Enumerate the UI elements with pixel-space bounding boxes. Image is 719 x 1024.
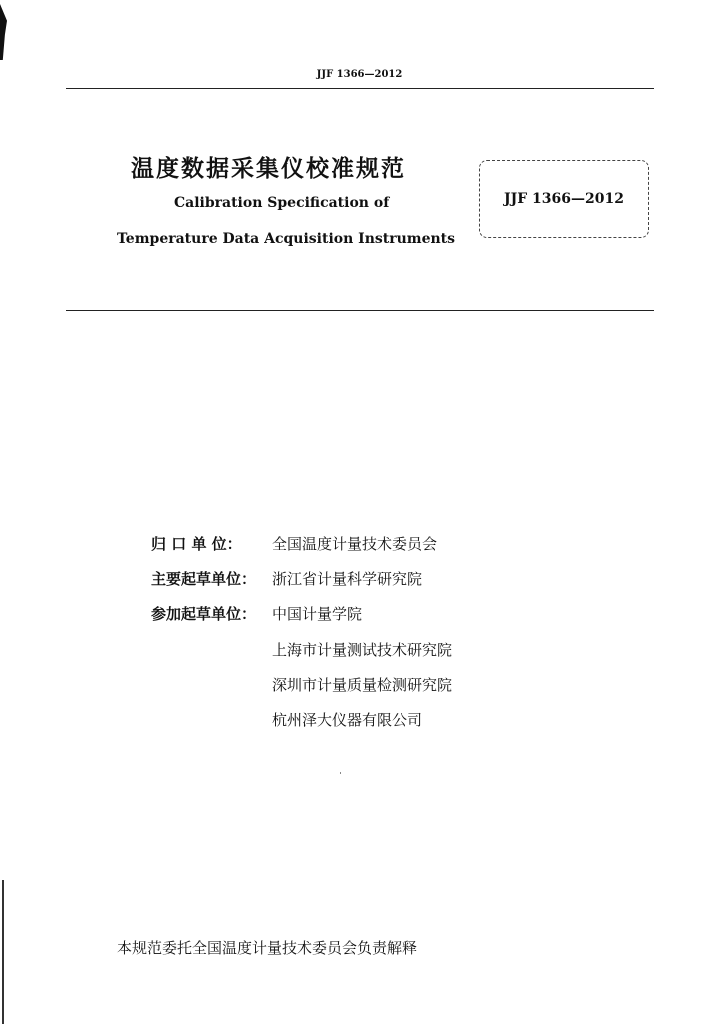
header-standard-code: JJF 1366—2012 [316,69,403,80]
top-rule [66,88,654,89]
document-title-english-line1: Calibration Specification of [174,195,390,211]
main-drafter-value: 浙江省计量科学研究院 [272,570,423,588]
scan-edge-line [2,880,4,1024]
participating-item: 上海市计量测试技术研究院 [272,641,453,659]
standard-code-box [479,160,649,238]
participating-item: 中国计量学院 [272,605,363,623]
participating-item: 深圳市计量质量检测研究院 [272,676,453,694]
main-drafter-label: 主要起草单位： [151,570,257,588]
org-row-participating [151,603,362,624]
org-row-responsible [151,533,437,554]
middle-rule [66,310,654,311]
org-row-main-drafter [151,568,422,589]
document-title-english-line2: Temperature Data Acquisition Instruments [117,231,456,247]
participating-label: 参加起草单位： [151,605,257,623]
responsible-unit-label: 归 口 单 位： [151,535,242,553]
participating-item: 杭州泽大仪器有限公司 [272,711,423,729]
standard-code-box-text: JJF 1366—2012 [504,191,624,207]
interpretation-note: 本规范委托全国温度计量技术委员会负责解释 [117,939,418,957]
scan-speck [340,772,341,774]
scan-edge-mark [0,4,7,60]
document-title-chinese: 温度数据采集仪校准规范 [131,155,406,182]
responsible-unit-value: 全国温度计量技术委员会 [272,535,438,553]
